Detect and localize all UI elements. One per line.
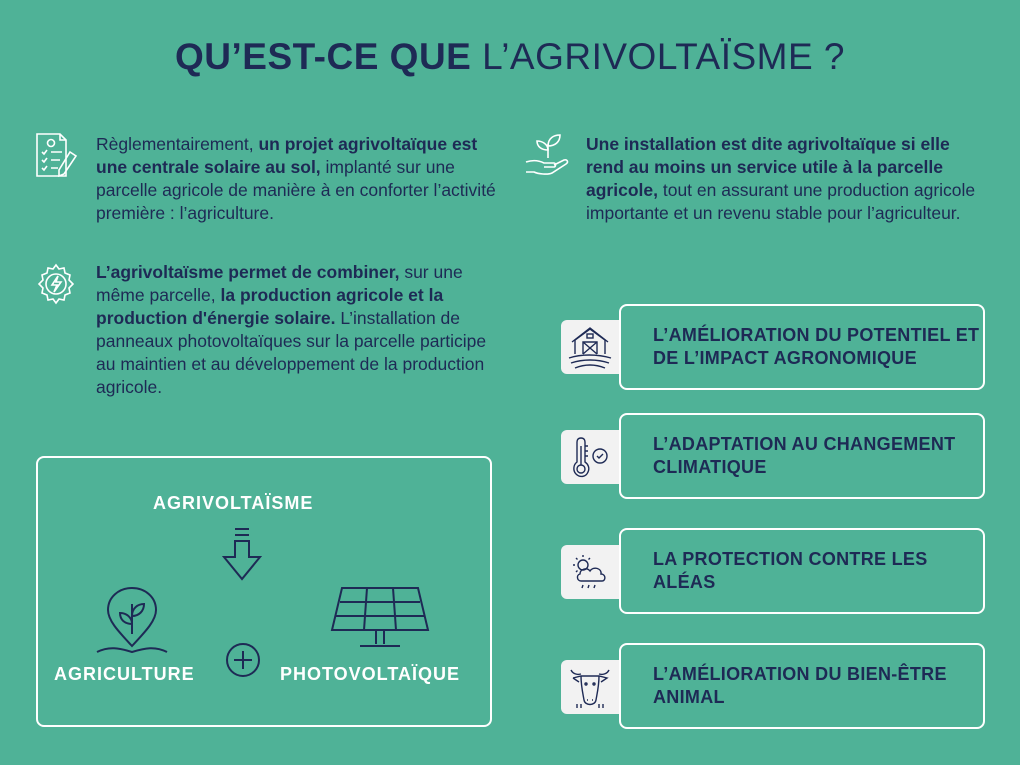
text-span: Règlementairement, xyxy=(96,134,259,154)
thermometer-icon xyxy=(567,434,613,480)
plus-circle-icon xyxy=(225,642,261,678)
solar-panel-icon xyxy=(330,586,430,656)
service-icon-box xyxy=(561,545,619,599)
service-label: L’AMÉLIORATION DU BIEN-ÊTRE ANIMAL xyxy=(653,664,947,707)
service-label: L’ADAPTATION AU CHANGEMENT CLIMATIQUE xyxy=(653,434,956,477)
cow-icon xyxy=(567,664,613,710)
page-title xyxy=(0,36,1020,78)
service-label: LA PROTECTION CONTRE LES ALÉAS xyxy=(653,549,928,592)
text-span: sur une même parcelle, xyxy=(96,262,463,305)
plant-location-icon xyxy=(95,586,169,658)
checklist-icon xyxy=(34,132,78,178)
weather-icon xyxy=(567,549,613,595)
bold-span: la production agricole et la production d'énergie solaire. xyxy=(96,285,444,328)
service-card xyxy=(619,528,985,614)
label-agriculture: AGRICULTURE xyxy=(54,664,195,684)
bold-span: un projet agrivoltaïque est une centrale solaire au sol, xyxy=(96,134,478,177)
label-agrivoltaisme: AGRIVOLTAÏSME xyxy=(153,493,314,513)
title-bold: QU’EST-CE QUE xyxy=(174,36,472,77)
energy-gear-icon xyxy=(34,262,78,306)
arrow-down-icon xyxy=(220,527,264,583)
intro-paragraph-2 xyxy=(96,261,496,399)
title-light: L’AGRIVOLTAÏSME ? xyxy=(482,36,846,77)
text-span: implanté sur une parcelle agricole de manière à en conforter l’activité première : l’agriculture. xyxy=(96,157,496,223)
service-label: L’AMÉLIORATION DU POTENTIEL ET DE L’IMPACT AGRONOMIQUE xyxy=(653,325,980,368)
intro-paragraph-3 xyxy=(586,133,981,225)
service-card xyxy=(619,643,985,729)
service-icon-box xyxy=(561,430,619,484)
service-card xyxy=(619,413,985,499)
bold-span: L’agrivoltaïsme permet de combiner, xyxy=(96,262,400,282)
service-icon-box xyxy=(561,660,619,714)
text-span: tout en assurant une production agricole importante et un revenu stable pour l’agriculteur. xyxy=(586,180,976,223)
label-photovoltaique: PHOTOVOLTAÏQUE xyxy=(280,664,461,684)
service-icon-box xyxy=(561,320,619,374)
text-span: L’installation de panneaux photovoltaïques sur la parcelle participe au maintien et au développement de la production agricole. xyxy=(96,308,487,397)
barn-icon xyxy=(567,324,613,370)
bold-span: Une installation est dite agrivoltaïque si elle rend au moins un service utile à la parcelle agricole, xyxy=(586,134,950,200)
intro-paragraph-1 xyxy=(96,133,496,225)
service-card xyxy=(619,304,985,390)
hand-plant-icon xyxy=(524,132,572,178)
